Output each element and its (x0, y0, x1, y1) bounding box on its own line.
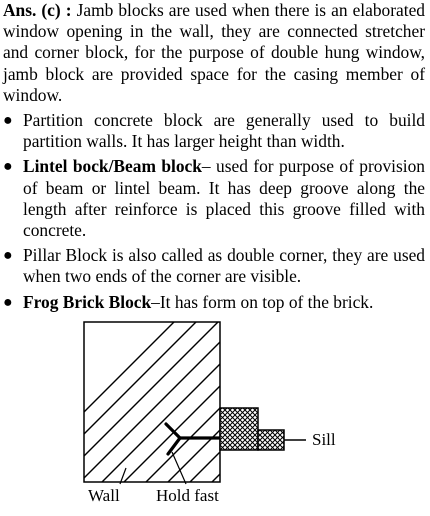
hold-fast-label: Hold fast (156, 486, 219, 505)
sill-label: Sill (312, 430, 336, 449)
jamb-block-figure (0, 320, 430, 516)
bullet-icon: ● (3, 247, 13, 265)
answer-label: Ans. (c) : (3, 0, 72, 20)
bullet-text: –It has form on top of the brick. (151, 291, 374, 312)
bullet-item-lintel (3, 156, 425, 241)
wall-label: Wall (88, 486, 120, 505)
bullet-icon: ● (3, 112, 13, 130)
bullet-item-frog (3, 292, 425, 313)
sill-block (220, 408, 284, 450)
bullet-icon: ● (3, 293, 13, 311)
bullet-list (3, 110, 425, 313)
bullet-icon: ● (3, 158, 13, 176)
bullet-text: Pillar Block is also called as double corner, they are used when two ends of the corner are visible. (23, 245, 425, 287)
document-body (3, 0, 425, 313)
bullet-text: – used for purpose of provision of beam or lintel beam. It has deep groove along the length after reinforce is placed this groove filled with concrete. (23, 156, 425, 241)
bullet-item-pillar (3, 245, 425, 287)
bullet-bold-term: Frog Brick Block (23, 291, 152, 312)
bullet-bold-term: Lintel bock/Beam block (23, 156, 202, 177)
answer-paragraph (3, 0, 425, 106)
bullet-item-partition (3, 110, 425, 152)
answer-text: Jamb blocks are used when there is an elaborated window opening in the wall, they are connected stretcher and corner block, for the purpose of double hung window, jamb block are provided space for the casing member of window. (3, 0, 425, 105)
bullet-text: Partition concrete block are generally used to build partition walls. It has larger height than width. (23, 110, 425, 152)
